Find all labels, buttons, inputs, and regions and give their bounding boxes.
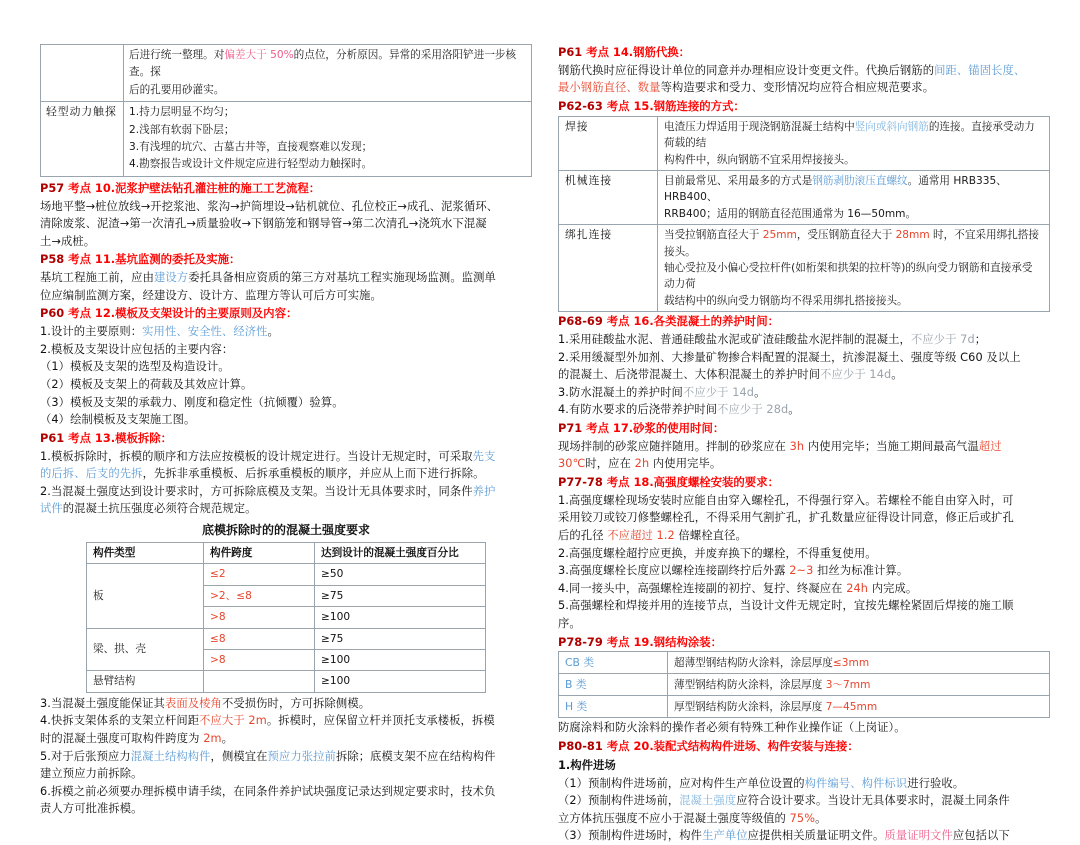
section-body-line: 现场拌制的砂浆应随拌随用。拌制的砂浆应在 3h 内使用完毕；当施工期间最高气温超过: [558, 439, 1002, 453]
section-body-line: 土→成桩。: [40, 234, 96, 248]
page-number: P57: [40, 180, 65, 195]
highlight-75pct: 75%: [789, 811, 816, 825]
section-heading-p71: [558, 420, 1050, 438]
section-body-line: 2.高强度螺栓超拧应更换，并废弃换下的螺栓，不得重复使用。: [558, 546, 877, 560]
fireproof-coating-table: [558, 651, 1050, 718]
highlight-curing-a: 养护: [472, 484, 496, 498]
highlight-not-more-than-2m: 不应大于 2m: [199, 714, 267, 728]
section-body-line: 后的孔径 不应超过 1.2 倍螺栓直径。: [558, 528, 747, 542]
section-body-line: 5.高强螺栓和焊接并用的连接节点，当设计文件无规定时，宜按先螺栓紧固后焊接的施工顺: [558, 599, 1014, 613]
section-heading-p58: [40, 251, 532, 269]
section-body-line: 序。: [558, 616, 581, 630]
cell-percent: ≥50: [315, 564, 486, 585]
section-title: 考点 14.钢筋代换：: [586, 45, 691, 59]
highlight-3h: 3h: [789, 439, 805, 453]
section-title: 考点 16.各类混凝土的养护时间：: [606, 314, 779, 329]
section-body-line: 的混凝土、后浇带混凝土、大体积混凝土的养护时间不应少于 14d。: [558, 368, 903, 382]
section-body-line: 场地平整→桩位放线→开挖浆池、浆沟→护筒埋设→钻机就位、孔位校正→成孔、泥浆循环、: [40, 199, 499, 213]
section-body-line: 1.高强度螺栓现场安装时应能自由穿入螺栓孔，不得强行穿入。若螺栓不能自由穿入时，可: [558, 493, 1014, 507]
cell-class-cb: CB 类: [559, 652, 668, 674]
highlight-not-exceed-1-2: 不应超过 1.2: [607, 528, 675, 542]
probe-cell-intro: [124, 45, 532, 102]
probe-label-empty: [41, 45, 124, 102]
highlight-thickness-b: 3～7mm: [825, 678, 871, 691]
highlight-member-id: 构件编号、构件标识: [804, 776, 908, 790]
cell-class-b: B 类: [559, 674, 668, 696]
cell-method-welding: 焊接: [559, 116, 658, 170]
probe-line: 后进行统一整理。对偏差大于 50%的点位，分析原因。异常的采用洛阳铲进一步核查。探: [129, 49, 517, 79]
table-row: [41, 102, 532, 177]
cell-percent: ≥100: [315, 649, 486, 670]
cell-span: >2、≤8: [204, 585, 315, 606]
highlight-surface-corner: 表面及棱角: [164, 696, 222, 710]
highlight-2h: 2h: [634, 457, 650, 471]
section-title: 考点 17.砂浆的使用时间：: [586, 421, 725, 436]
highlight-thickness-h: 7—45mm: [825, 700, 878, 713]
cell-percent: ≥100: [315, 671, 486, 692]
section-body-line: （2）模板及支架上的荷载及其效应计算。: [40, 377, 253, 391]
section-body-line: 的后拆、后支的先拆，先拆非承重模板、后拆承重模板的顺序，并应从上而下进行拆除。: [40, 467, 485, 481]
section-body-line: （2）预制构件进场前，混凝土强度应符合设计要求。当设计无具体要求时，混凝土同条件: [558, 794, 1010, 808]
strength-table: [86, 542, 486, 693]
strength-table-title: 底模拆除时的的混凝土强度要求: [201, 522, 370, 537]
section-body-line: 3.高强度螺栓长度应以螺栓连接副终拧后外露 2~3 扣丝为标准计算。: [558, 564, 909, 578]
cell-span: >8: [204, 607, 315, 628]
table-row: [559, 696, 1050, 718]
section-body-line: 立方体抗压强度不应小于混凝土强度等级值的 75%。: [558, 811, 827, 825]
highlight-30c: 30℃: [558, 457, 586, 471]
probe-label-light-dynamic: 轻型动力触探: [41, 102, 124, 177]
section-body-line: 30℃时，应在 2h 内使用完毕。: [558, 457, 722, 471]
rebar-connection-table: [558, 116, 1050, 312]
cell-lapping-desc: [658, 225, 1050, 312]
page-number: P68-69: [558, 314, 603, 329]
highlight-25mm: 25mm: [762, 229, 797, 242]
section-body-line: 2.模板及支架设计应包括的主要内容：: [40, 342, 234, 356]
section-body-line: 1.采用硅酸盐水泥、普通硅酸盐水泥或矿渣硅酸盐水泥拌制的混凝土，不应少于 7d；: [558, 333, 987, 347]
highlight-2-3-threads: 2~3: [789, 564, 814, 578]
highlight-not-less-14d-a: 不应少于 14d: [820, 368, 892, 382]
left-column: [40, 44, 532, 816]
table-row: [559, 171, 1050, 225]
cell-type-slab: 板: [87, 564, 204, 628]
page-number: P61: [40, 430, 65, 445]
section-title: 考点 19.钢结构涂装：: [606, 634, 723, 649]
table-row: [559, 225, 1050, 312]
cell-welding-desc: [658, 116, 1050, 170]
page-number: P60: [40, 306, 65, 321]
highlight-curing-b: 试件: [40, 502, 63, 516]
section-body-line: 基坑工程施工前，应由建设方委托具备相应资质的第三方对基坑工程实施现场监测。监测单: [40, 271, 496, 285]
cell-span: >8: [204, 649, 315, 670]
table-header-row: [87, 542, 486, 563]
section-heading-p80-81: [558, 738, 1050, 756]
highlight-concrete-strength: 混凝土强度: [679, 794, 737, 808]
section-title: 考点 13.模板拆除：: [68, 430, 173, 445]
section-body-line: 采用铰刀或铰刀修整螺栓孔，不得采用气割扩孔，扩孔数量应征得设计同意，修正后或扩孔: [558, 511, 1014, 525]
section-body-line: 试件的混凝土抗压强度必须符合规范规定。: [40, 502, 257, 516]
table-row: [559, 652, 1050, 674]
probe-line: 后的孔要用砂灌实。: [129, 83, 225, 96]
col-header-span: 构件跨度: [204, 542, 315, 563]
right-column: [558, 44, 1050, 843]
probe-line: 4.勘察报告或设计文件规定应进行轻型动力触探时。: [129, 158, 373, 171]
highlight-rolled-thread: 钢筋剥肋滚压直螺纹: [812, 175, 908, 187]
table-row: [87, 671, 486, 692]
section-heading-p61-right: [558, 44, 1050, 62]
probe-line: 2.浅部有软弱下卧层；: [129, 123, 235, 136]
section-heading-p61-left: [40, 430, 532, 448]
highlight-construction-party: 建设方: [153, 271, 189, 285]
section-body-line: 位应编制监测方案，经建设方、设计方、监理方等认可后方可实施。: [40, 288, 382, 302]
section-body-line: 最小钢筋直径、数量等构造要求和受力、变形情况均应符合相应规范要求。: [558, 81, 935, 95]
highlight-24h: 24h: [846, 581, 869, 595]
section-title: 考点 11.基坑监测的委托及实施：: [68, 252, 241, 267]
section-body-line: 3.当混凝土强度能保证其表面及棱角不受损伤时，方可拆除侧模。: [40, 696, 371, 710]
page-number: P61: [558, 45, 583, 59]
section-title: 考点 18.高强度螺栓安装的要求：: [606, 475, 779, 489]
section-body-line: 2.采用缓凝型外加剂、大掺量矿物掺合料配置的混凝土，抗渗混凝土、强度等级 C60 及以上: [558, 350, 1021, 364]
highlight-min-diameter-qty: 最小钢筋直径、数量: [558, 81, 661, 95]
highlight-exceed: 超过: [978, 439, 1002, 453]
desc-line: 电渣压力焊适用于现浇钢筋混凝土结构中竖向或斜向钢筋的连接。直接承受动力荷载的结: [664, 120, 1035, 150]
cell-percent: ≥100: [315, 607, 486, 628]
page-number: P62-63: [558, 98, 603, 113]
highlight-demold-order-a: 先支: [472, 449, 496, 463]
section-body-line: 1.模板拆除时，拆模的顺序和方法应按模板的设计规定进行。当设计无规定时，可采取先支: [40, 449, 496, 463]
desc-line: RRB400；适用的钢筋直径范围通常为 16—50mm。: [664, 207, 917, 220]
table-row: [559, 116, 1050, 170]
highlight-spacing-anchor: 间距、锚固长度、: [934, 63, 1026, 77]
section-body-line: 建立预应力前拆除。: [40, 767, 143, 781]
highlight-vertical-oblique-rebar: 竖向或斜向钢筋: [854, 120, 929, 133]
highlight-demold-order-b: 的后拆、后支的先拆: [40, 467, 143, 481]
cell-span: [204, 671, 315, 692]
section-body-line: 清除废浆、泥渣→第一次清孔→质量验收→下钢筋笼和钢导管→第二次清孔→浇筑水下混凝: [40, 217, 487, 231]
section-body-line: （1）预制构件进场前，应对构件生产单位设置的构件编号、构件标识进行验收。: [558, 776, 965, 790]
section-body-line: 4.快拆支架体系的支架立杆间距不应大于 2m。拆模时，应保留立杆并顶托支承楼板，拆模: [40, 714, 495, 728]
table-row: [41, 45, 532, 102]
section-body-line: 2.当混凝土强度达到设计要求时，方可拆除底模及支架。当设计无具体要求时，同条件养护: [40, 484, 496, 498]
page-number: P58: [40, 252, 65, 267]
col-header-percent: 达到设计的混凝土强度百分比: [315, 542, 486, 563]
page-number: P80-81: [558, 738, 603, 753]
section-body-line: 4.同一接头中，高强螺栓连接副的初拧、复拧、终凝应在 24h 内完成。: [558, 581, 918, 595]
section-heading-p62-63: [558, 98, 1050, 116]
table-row: [87, 628, 486, 649]
section-body-line: （3）预制构件进场时，构件生产单位应提供相关质量证明文件。质量证明文件应包括以下: [558, 829, 1010, 843]
highlight-not-less-14d-b: 不应少于 14d: [682, 385, 755, 399]
cell-span: ≤8: [204, 628, 315, 649]
highlight-not-less-28d: 不应少于 28d: [717, 403, 789, 417]
cell-class-h-desc: 厚型钢结构防火涂料，涂层厚度 7—45mm: [668, 696, 1050, 718]
section-title: 考点 12.模板及支架设计的主要原则及内容：: [68, 306, 298, 321]
probe-line: 3.有浅埋的坑穴、古墓古井等，直接观察难以发现；: [129, 141, 373, 154]
highlight-before-prestress: 预应力张拉前: [267, 749, 336, 763]
desc-line: 载结构中的纵向受力钢筋均不得采用绑扎搭接接头。: [664, 294, 908, 307]
cell-percent: ≥75: [315, 585, 486, 606]
desc-line: 当受拉钢筋直径大于 25mm，受压钢筋直径大于 28mm 时，不宜采用绑扎搭接接头。: [664, 229, 1039, 258]
cell-mechanical-desc: [658, 171, 1050, 225]
probe-cell-conditions: [124, 102, 532, 177]
probe-table: [40, 44, 532, 177]
section-body-line: （3）模板及支架的承载力、刚度和稳定性（抗倾覆）验算。: [40, 395, 344, 409]
section-body-line: 5.对于后张预应力混凝土结构构件，侧模宜在预应力张拉前拆除；底模支架不应在结构构件: [40, 749, 496, 763]
section-body-line: （4）绘制模板及支架施工图。: [40, 413, 196, 427]
section-heading-p60: [40, 305, 532, 323]
cell-class-h: H 类: [559, 696, 668, 718]
table-row: [87, 564, 486, 585]
cell-percent: ≥75: [315, 628, 486, 649]
section-body-line: 钢筋代换时应征得设计单位的同意并办理相应设计变更文件。代换后钢筋的间距、锚固长度、: [558, 63, 1026, 77]
highlight-thickness-cb: ≤3mm: [832, 656, 870, 669]
table-row: [559, 674, 1050, 696]
section-body-line: 6.拆模之前必须要办理拆模申请手续，在同条件养护试块强度记录达到规定要求时，技术负: [40, 784, 496, 798]
section-title: 考点 15.钢筋连接的方式：: [606, 98, 745, 113]
subsection-heading: 1.构件进场: [558, 757, 616, 772]
section-title: 考点 10.泥浆护壁法钻孔灌注桩的施工工艺流程：: [68, 180, 321, 195]
section-heading-p68-69: [558, 313, 1050, 331]
section-body-line: 4.有防水要求的后浇带养护时间不应少于 28d。: [558, 403, 800, 417]
cell-type-cantilever: 悬臂结构: [87, 671, 204, 692]
page-number: P78-79: [558, 634, 603, 649]
page-number: P77-78: [558, 475, 603, 489]
section-heading-p77-78: [558, 474, 1050, 492]
section-heading-p57: [40, 180, 532, 198]
highlight-not-less-7d: 不应少于 7d: [910, 333, 975, 347]
col-header-type: 构件类型: [87, 542, 204, 563]
section-body-line: 责人方可批准拆模。: [40, 802, 143, 816]
cell-type-beam-arch-shell: 梁、拱、壳: [87, 628, 204, 671]
highlight-quality-docs: 质量证明文件: [884, 829, 953, 843]
coating-note: 防腐涂料和防火涂料的操作者必须有特殊工种作业操作证（上岗证）。: [558, 721, 906, 735]
cell-class-cb-desc: 超薄型钢结构防火涂料，涂层厚度≤3mm: [668, 652, 1050, 674]
highlight-2m: 2m: [203, 731, 222, 745]
highlight-deviation: 偏差大于 50%: [224, 49, 294, 61]
probe-line: 1.持力层明显不均匀；: [129, 106, 235, 119]
section-body-line: （1）模板及支架的选型及构造设计。: [40, 360, 230, 374]
desc-line: 轴心受拉及小偏心受拉杆件(如桁架和拱架的拉杆等)的纵向受力钢筋和直接承受动力荷: [664, 262, 1033, 291]
highlight-28mm: 28mm: [895, 229, 930, 242]
cell-class-b-desc: 薄型钢结构防火涂料，涂层厚度 3～7mm: [668, 674, 1050, 696]
cell-method-lapping: 绑扎连接: [559, 225, 658, 312]
cell-span: ≤2: [204, 564, 315, 585]
highlight-design-principles: 实用性、安全性、经济性: [142, 325, 268, 339]
cell-method-mechanical: 机械连接: [559, 171, 658, 225]
section-body-line: 3.防水混凝土的养护时间不应少于 14d。: [558, 385, 766, 399]
highlight-concrete-member: 混凝土结构构件: [130, 749, 211, 763]
section-body-line: 时的混凝土强度可取构件跨度为 2m。: [40, 731, 234, 745]
desc-line: 构构件中，纵向钢筋不宜采用焊接接头。: [664, 153, 855, 166]
page-number: P71: [558, 421, 583, 436]
desc-line: 目前最常见、采用最多的方式是钢筋剥肋滚压直螺纹。通常用 HRB335、HRB400、: [664, 175, 1007, 204]
section-body-line: 1.设计的主要原则：实用性、安全性、经济性。: [40, 325, 279, 339]
section-title: 考点 20.装配式结构构件进场、构件安装与连接：: [606, 738, 859, 753]
highlight-producer: 生产单位: [702, 829, 748, 843]
section-heading-p78-79: [558, 634, 1050, 652]
